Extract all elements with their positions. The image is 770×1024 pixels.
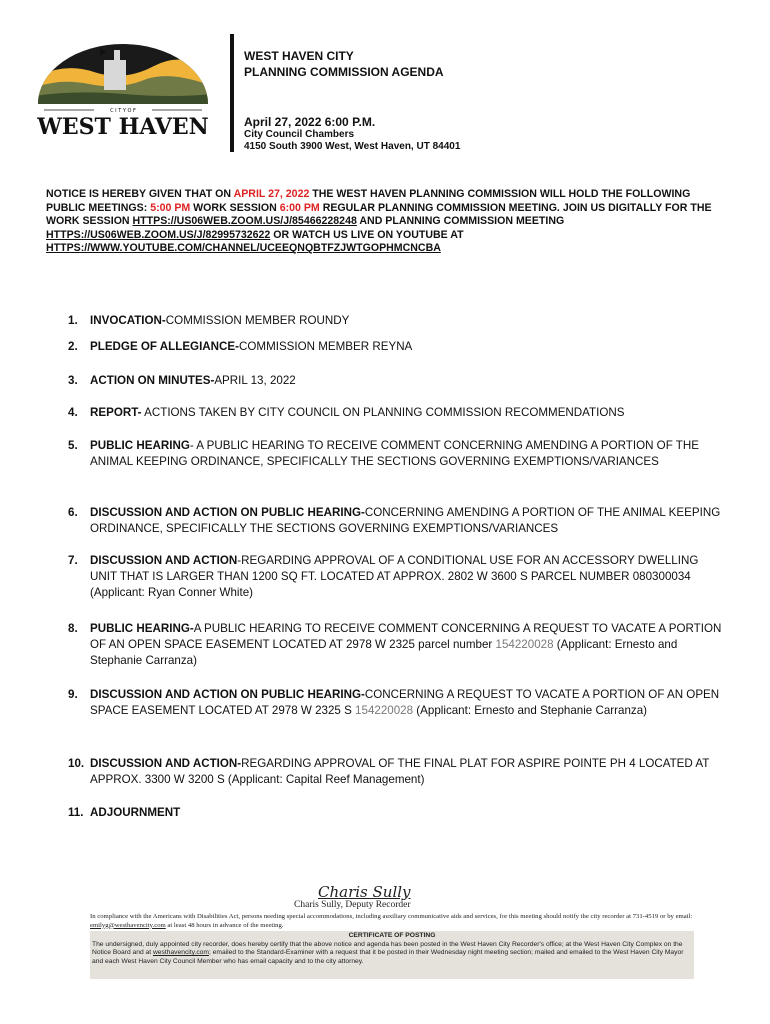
agenda-title: PLANNING COMMISSION AGENDA xyxy=(244,65,444,79)
agenda-item: 2. PLEDGE OF ALLEGIANCE-COMMISSION MEMBER REYNA xyxy=(68,340,413,353)
agenda-item: 1. INVOCATION-COMMISSION MEMBER ROUNDY xyxy=(68,314,350,327)
ada-notice: In compliance with the Americans with Disabilities Act, persons needing special accommodations, including auxiliary communicative aids and services, for this meeting should notify the city recorder at 731-4519 or by email: emilyg@westhavencity.com at least 48 hours in advance of the meeting. xyxy=(90,913,693,929)
signature-script: Charis Sully xyxy=(318,883,411,901)
meeting-date: April 27, 2022 6:00 P.M. xyxy=(244,115,376,129)
work-session-time: 5:00 PM xyxy=(150,201,191,214)
agenda-item: 4. REPORT- ACTIONS TAKEN BY CITY COUNCIL ON PLANNING COMMISSION RECOMMENDATIONS xyxy=(68,406,625,419)
logo-city-of: C I T Y O F xyxy=(110,108,136,114)
header-divider xyxy=(230,34,234,152)
certificate-text: The undersigned, duly appointed city recorder, does hereby certify that the above notice and agenda has been posted in the West Haven City Recorder's office; at the West Haven City Complex on the Notice Board and at westhavencity.com; emailed to the Standard-Examiner with a request that it be posted in their Wednesday night meeting section; mailed and emailed to the West Haven City Mayor and each West Haven City Council Member who has email capacity and to the city attorney. xyxy=(92,940,684,965)
agenda-item: 10. DISCUSSION AND ACTION-REGARDING APPROVAL OF THE FINAL PLAT FOR ASPIRE POINTE PH 4 LOCATED AT APPROX. 3300 W 3200 S (Applicant: Capital Reef Management) xyxy=(68,757,710,786)
agenda-item: 3. ACTION ON MINUTES-APRIL 13, 2022 xyxy=(68,374,296,387)
agenda-item: 7. DISCUSSION AND ACTION-REGARDING APPROVAL OF A CONDITIONAL USE FOR AN ACCESSORY DWELLING UNIT THAT IS LARGER THAN 1200 SQ FT. LOCATED AT APPROX. 2802 W 3600 S PARCEL NUMBER 080300034 (Applicant: Ryan Conner White) xyxy=(68,554,699,599)
city-website-link[interactable]: westhavencity.com xyxy=(152,949,209,957)
notice-date: APRIL 27, 2022 xyxy=(233,188,310,200)
west-haven-logo xyxy=(34,38,212,138)
certificate-of-posting xyxy=(90,931,694,979)
agenda-item: 8. PUBLIC HEARING-A PUBLIC HEARING TO RECEIVE COMMENT CONCERNING A REQUEST TO VACATE A PORTION OF AN OPEN SPACE EASEMENT LOCATED AT 2978 W 2325 parcel number 154220028 (Applicant: Ernesto and Stephanie Carranza) xyxy=(68,622,722,667)
work-session-zoom-link[interactable]: HTTPS://US06WEB.ZOOM.US/J/85466228248 xyxy=(132,215,357,228)
meeting-location: City Council Chambers xyxy=(244,129,355,140)
agenda-item: 5. PUBLIC HEARING- A PUBLIC HEARING TO RECEIVE COMMENT CONCERNING AMENDING A PORTION OF THE ANIMAL KEEPING ORDINANCE, SPECIFICALLY THE SECTIONS GOVERNING EXEMPTIONS/VARIANCES xyxy=(68,439,699,468)
agenda-item: 6. DISCUSSION AND ACTION ON PUBLIC HEARING-CONCERNING AMENDING A PORTION OF THE ANIMAL KEEPING ORDINANCE, SPECIFICALLY THE SECTIONS GOVERNING EXEMPTIONS/VARIANCES xyxy=(68,506,721,535)
city-title: WEST HAVEN CITY xyxy=(244,49,354,63)
meeting-address: 4150 South 3900 West, West Haven, UT 84401 xyxy=(244,141,461,152)
regular-session-time: 6:00 PM xyxy=(279,201,320,214)
parcel-number: 154220028 xyxy=(495,638,554,651)
meeting-notice: NOTICE IS HEREBY GIVEN THAT ON APRIL 27, 2022 THE WEST HAVEN PLANNING COMMISSION WILL HOLD THE FOLLOWING PUBLIC MEETINGS: 5:00 PM WORK SESSION 6:00 PM REGULAR PLANNING COMMISSION MEETING. JOIN US DIGITALLY FOR THE WORK SESSION HTTPS://US06WEB.ZOOM.US/J/85466228248 AND PLANNING COMMISSION MEETING HTTPS://US06WEB.ZOOM.US/J/82995732622 OR WATCH US LIVE ON YOUTUBE AT HTTPS://WWW.YOUTUBE.COM/CHANNEL/UCEEQNQBTFZJWTGOPHMCNCBA xyxy=(46,188,712,255)
certificate-title: CERTIFICATE OF POSTING xyxy=(348,932,436,939)
agenda-item: 11. ADJOURNMENT xyxy=(68,806,181,819)
signature-name: Charis Sully, Deputy Recorder xyxy=(294,900,411,910)
logo-name: WEST HAVEN xyxy=(37,114,209,138)
parcel-number: 154220028 xyxy=(355,704,414,717)
meeting-zoom-link[interactable]: HTTPS://US06WEB.ZOOM.US/J/82995732622 xyxy=(46,228,271,241)
agenda-item: 9. DISCUSSION AND ACTION ON PUBLIC HEARING-CONCERNING A REQUEST TO VACATE A PORTION OF AN OPEN SPACE EASEMENT LOCATED AT 2978 W 2325 S 154220028 (Applicant: Ernesto and Stephanie Carranza) xyxy=(68,688,720,717)
recorder-email-link[interactable]: emilyg@westhavencity.com xyxy=(90,921,166,929)
youtube-link[interactable]: HTTPS://WWW.YOUTUBE.COM/CHANNEL/UCEEQNQBTFZJWTGOPHMCNCBA xyxy=(46,242,441,255)
